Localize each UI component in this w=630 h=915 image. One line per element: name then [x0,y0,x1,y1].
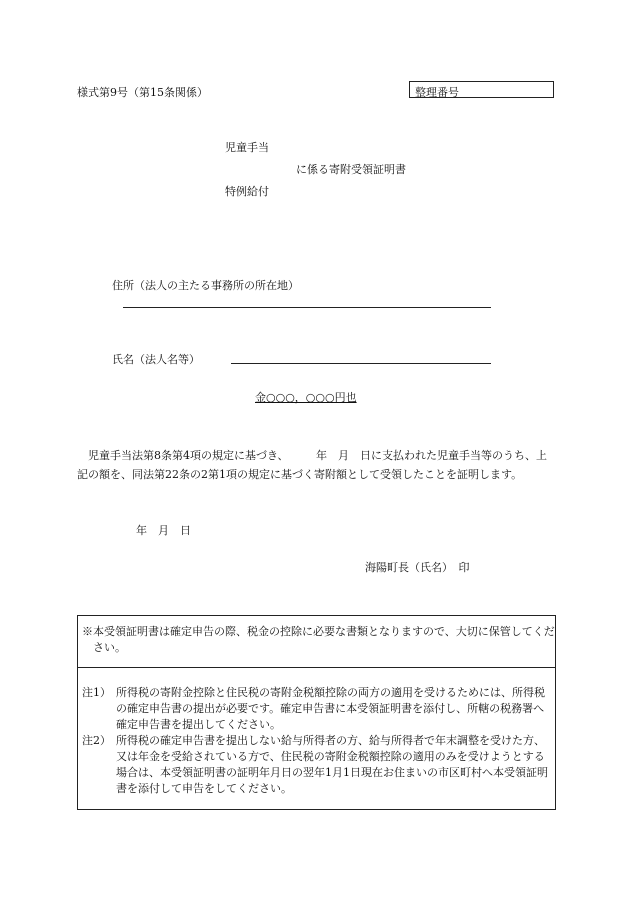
name-label: 氏名（法人名等） [112,353,200,366]
notice-box [77,615,556,810]
address-field-line[interactable] [123,307,491,308]
note-item [82,685,550,733]
note-text: 所得税の寄附金控除と住民税の寄附金税額控除の両方の適用を受けるためには、所得税の確定申告書の提出が必要です。確定申告書に本受領証明書を添付し、所轄の税務署へ確定申告書を提出してください。 [116,686,545,731]
note-label: 注2） [82,734,111,747]
date-line: 年 月 日 [136,524,191,537]
note-text: 所得税の確定申告書を提出しない給与所得者の方、給与所得者で年末調整を受けた方、又は年金を受給されている方で、住民税の寄附金税額控除の適用のみを受けようとする場合は、本受領証明書の証明年月日の翌年1月1日現在お住まいの市区町村へ本受領証明書を添付して申告をしてください。 [116,734,548,795]
note-item [82,733,550,797]
name-field-line[interactable] [231,363,491,364]
signer-line: 海陽町長（氏名） 印 [365,561,470,574]
title-line-2: に係る寄附受領証明書 [296,163,406,176]
reference-number-label: 整理番号 [415,86,459,99]
address-label: 住所（法人の主たる事務所の所在地） [112,279,299,292]
notes-list [82,685,550,797]
note-label: 注1） [82,686,111,699]
title-line-1: 児童手当 [225,141,269,154]
title-line-3: 特例給付 [225,185,269,198]
reference-number-box[interactable] [409,81,554,98]
notice-text: ※本受領証明書は確定申告の際、税金の控除に必要な書類となりますので、大切に保管してください。 [82,625,555,654]
amount-text: 金○○○，○○○円也 [255,391,357,404]
certification-body: 児童手当法第8条第4項の規定に基づき、 年 月 日に支払われた児童手当等のうち、上記の額を、同法第22条の2第1項の規定に基づく寄附額として受領したことを証明します。 [77,449,548,481]
notice-divider [78,667,555,668]
form-number: 様式第9号（第15条関係） [77,86,208,99]
